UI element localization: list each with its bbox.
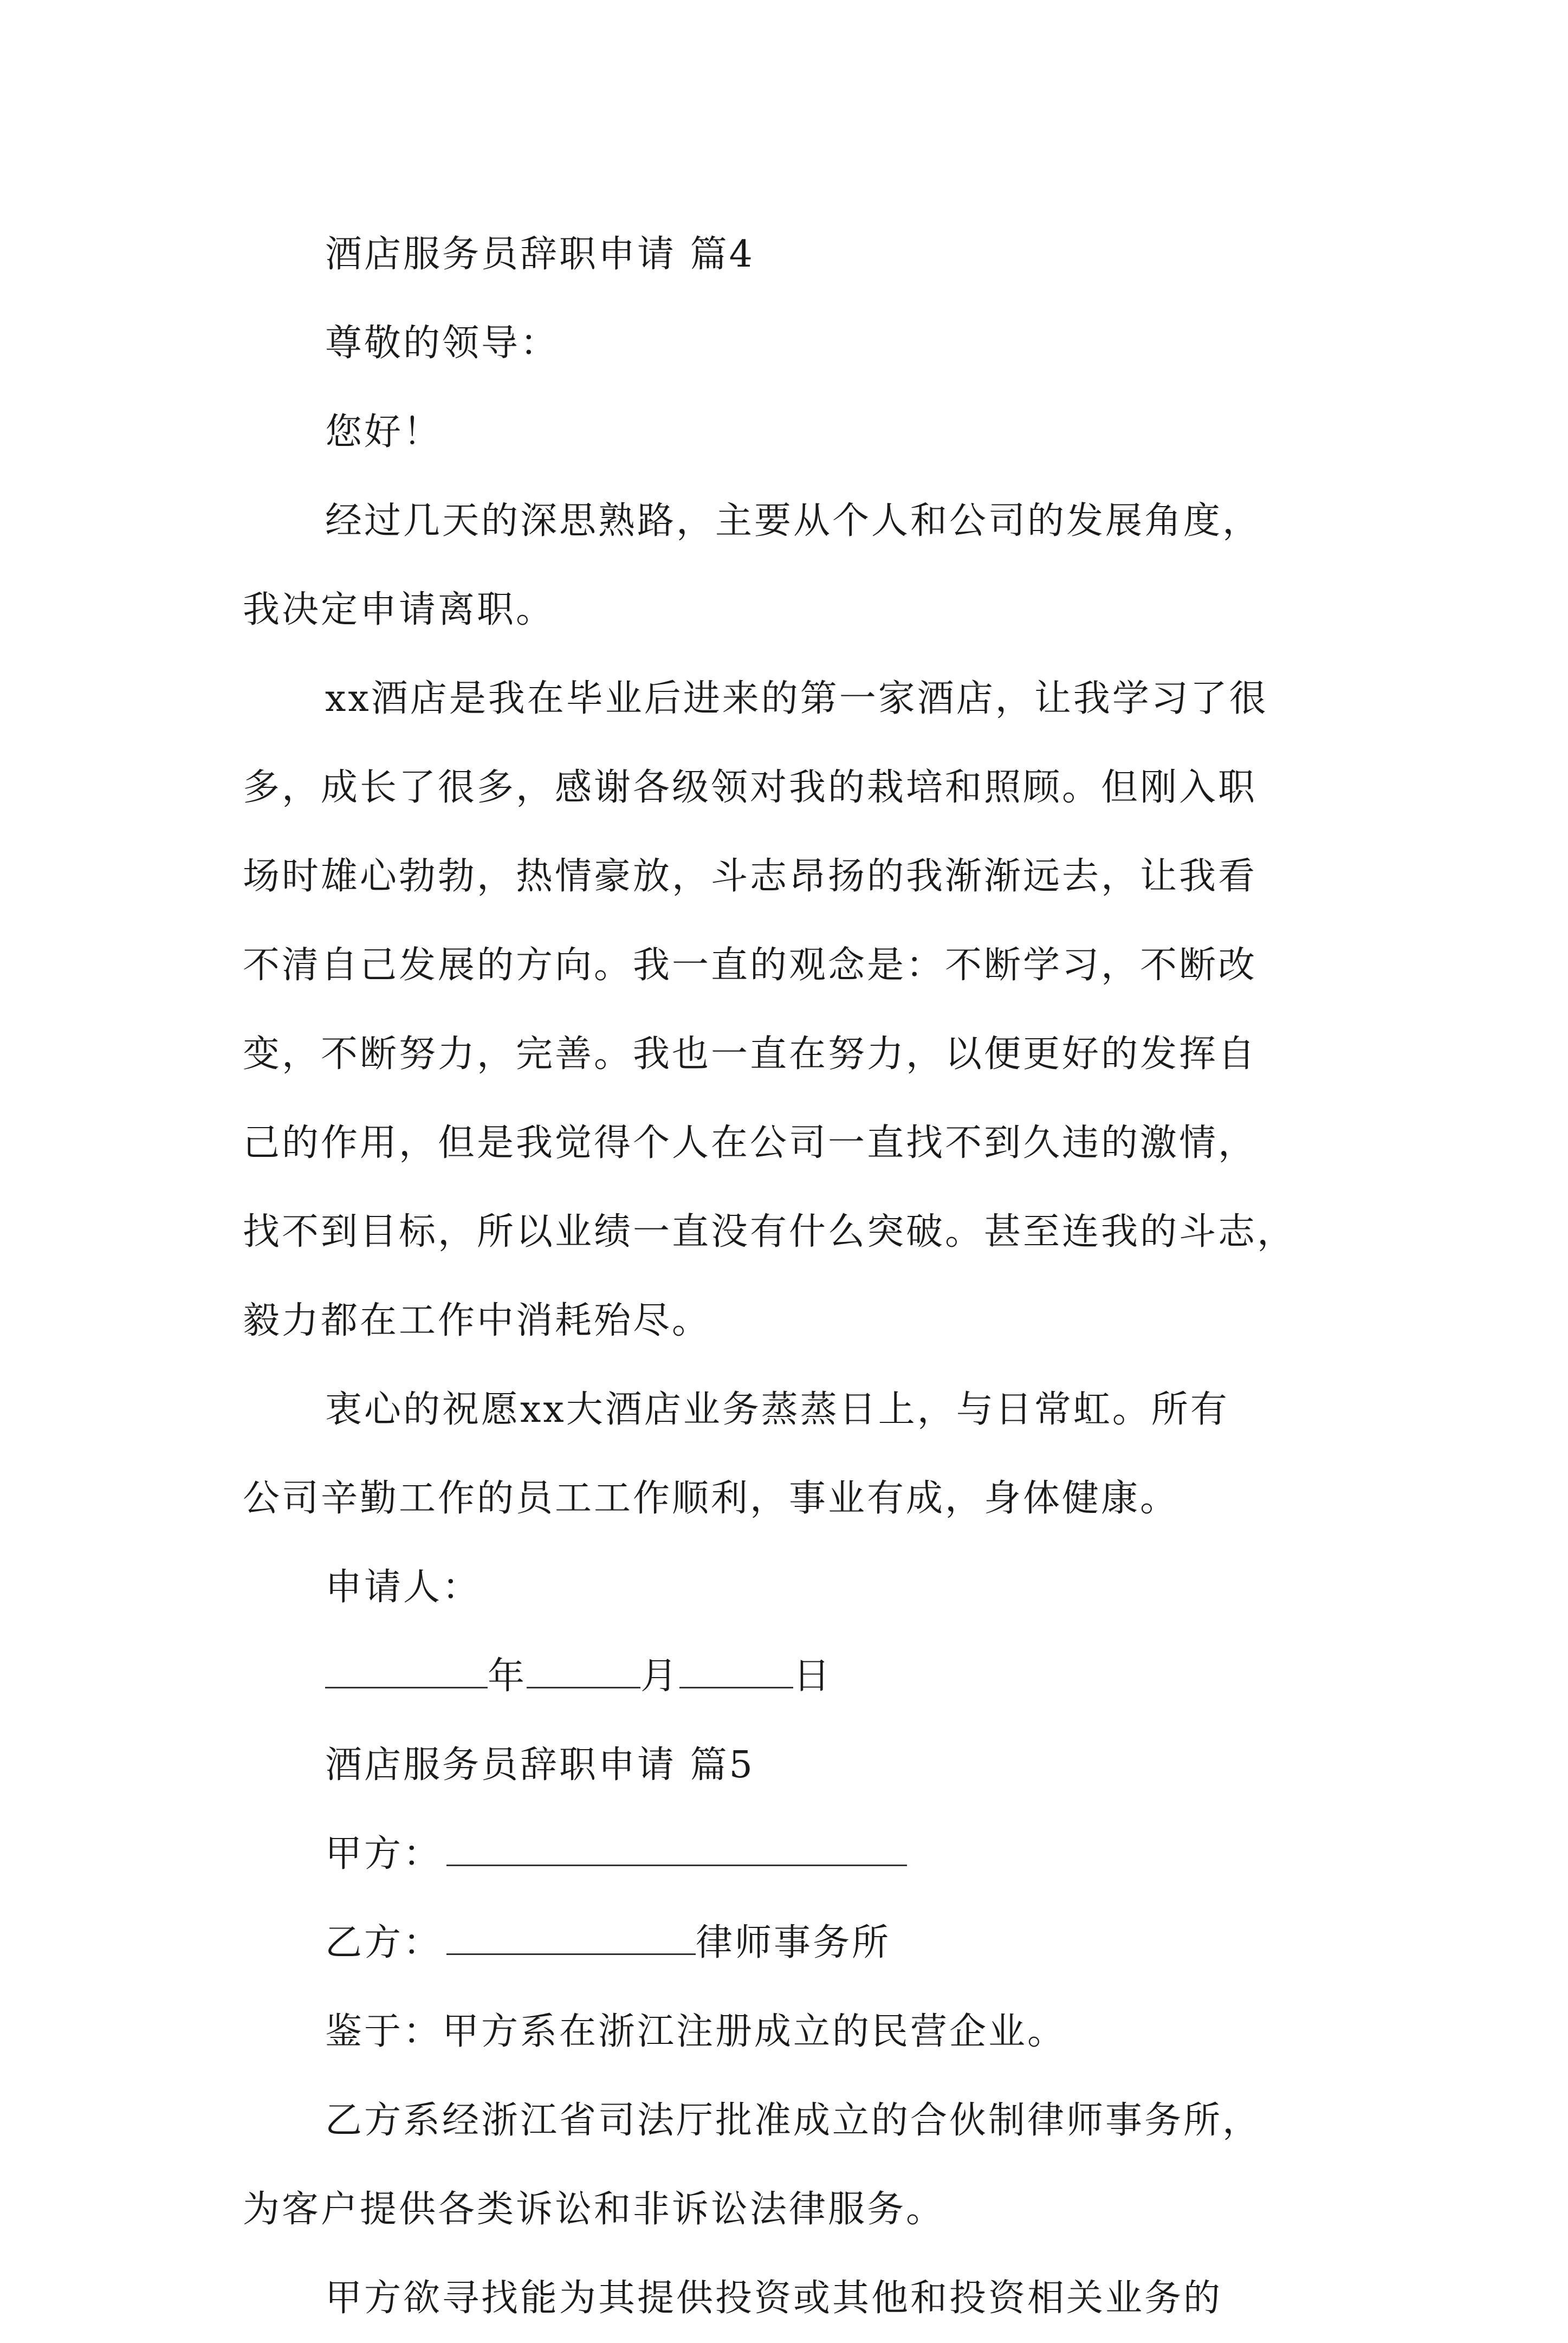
year-label: 年 [488,1655,527,1698]
party-b-label: 乙方： [325,1921,443,1964]
day-blank [679,1656,793,1688]
party-a-line [243,1810,1337,1899]
paragraph-line: 场时雄心勃勃，热情豪放，斗志昂扬的我渐渐远去，让我看 [243,855,1258,898]
section-5-title: 酒店服务员辞职申请 篇5 [325,1744,755,1787]
paragraph-line: 毅力都在工作中消耗殆尽。 [243,1299,711,1342]
paragraph-line: 甲方欲寻找能为其提供投资或其他和投资相关业务的 [325,2277,1223,2320]
party-b-line [243,1899,1337,1988]
party-b-blank [446,1923,696,1955]
paragraph-line: 公司辛勤工作的员工工作顺利，事业有成，身体健康。 [243,1477,1180,1520]
greeting: 您好！ [325,411,443,454]
day-label: 日 [793,1655,833,1698]
paragraph-line: 我决定申请离职。 [243,588,555,631]
applicant-label: 申请人： [325,1566,482,1609]
date-line [243,1632,1337,1721]
paragraph-line: xx酒店是我在毕业后进来的第一家酒店，让我学习了很 [325,677,1268,720]
paragraph-line: 找不到目标，所以业绩一直没有什么突破。甚至连我的斗志， [243,1211,1297,1253]
section-4-title: 酒店服务员辞职申请 篇4 [325,233,755,276]
paragraph-line: 经过几天的深思熟路，主要从个人和公司的发展角度， [325,500,1262,542]
document-body [243,210,1337,2343]
party-b-suffix: 律师事务所 [696,1921,891,1964]
month-label: 月 [640,1655,680,1698]
paragraph-line: 鉴于：甲方系在浙江注册成立的民营企业。 [325,2010,1067,2053]
paragraph-line: 不清自己发展的方向。我一直的观念是：不断学习，不断改 [243,944,1258,987]
party-a-blank [446,1834,907,1866]
paragraph-line: 多，成长了很多，感谢各级领对我的栽培和照顾。但刚入职 [243,766,1258,809]
paragraph-line: 为客户提供各类诉讼和非诉讼法律服务。 [243,2188,945,2231]
paragraph-line: 变，不断努力，完善。我也一直在努力，以便更好的发挥自 [243,1033,1258,1076]
paragraph-line: 衷心的祝愿xx大酒店业务蒸蒸日上，与日常虹。所有 [325,1388,1229,1431]
year-blank [325,1656,488,1688]
party-a-label: 甲方： [325,1833,443,1875]
month-blank [527,1656,640,1688]
salutation: 尊敬的领导： [325,322,560,365]
paragraph-line: 己的作用，但是我觉得个人在公司一直找不到久违的激情， [243,1122,1258,1164]
paragraph-line: 乙方系经浙江省司法厅批准成立的合伙制律师事务所， [325,2099,1262,2142]
